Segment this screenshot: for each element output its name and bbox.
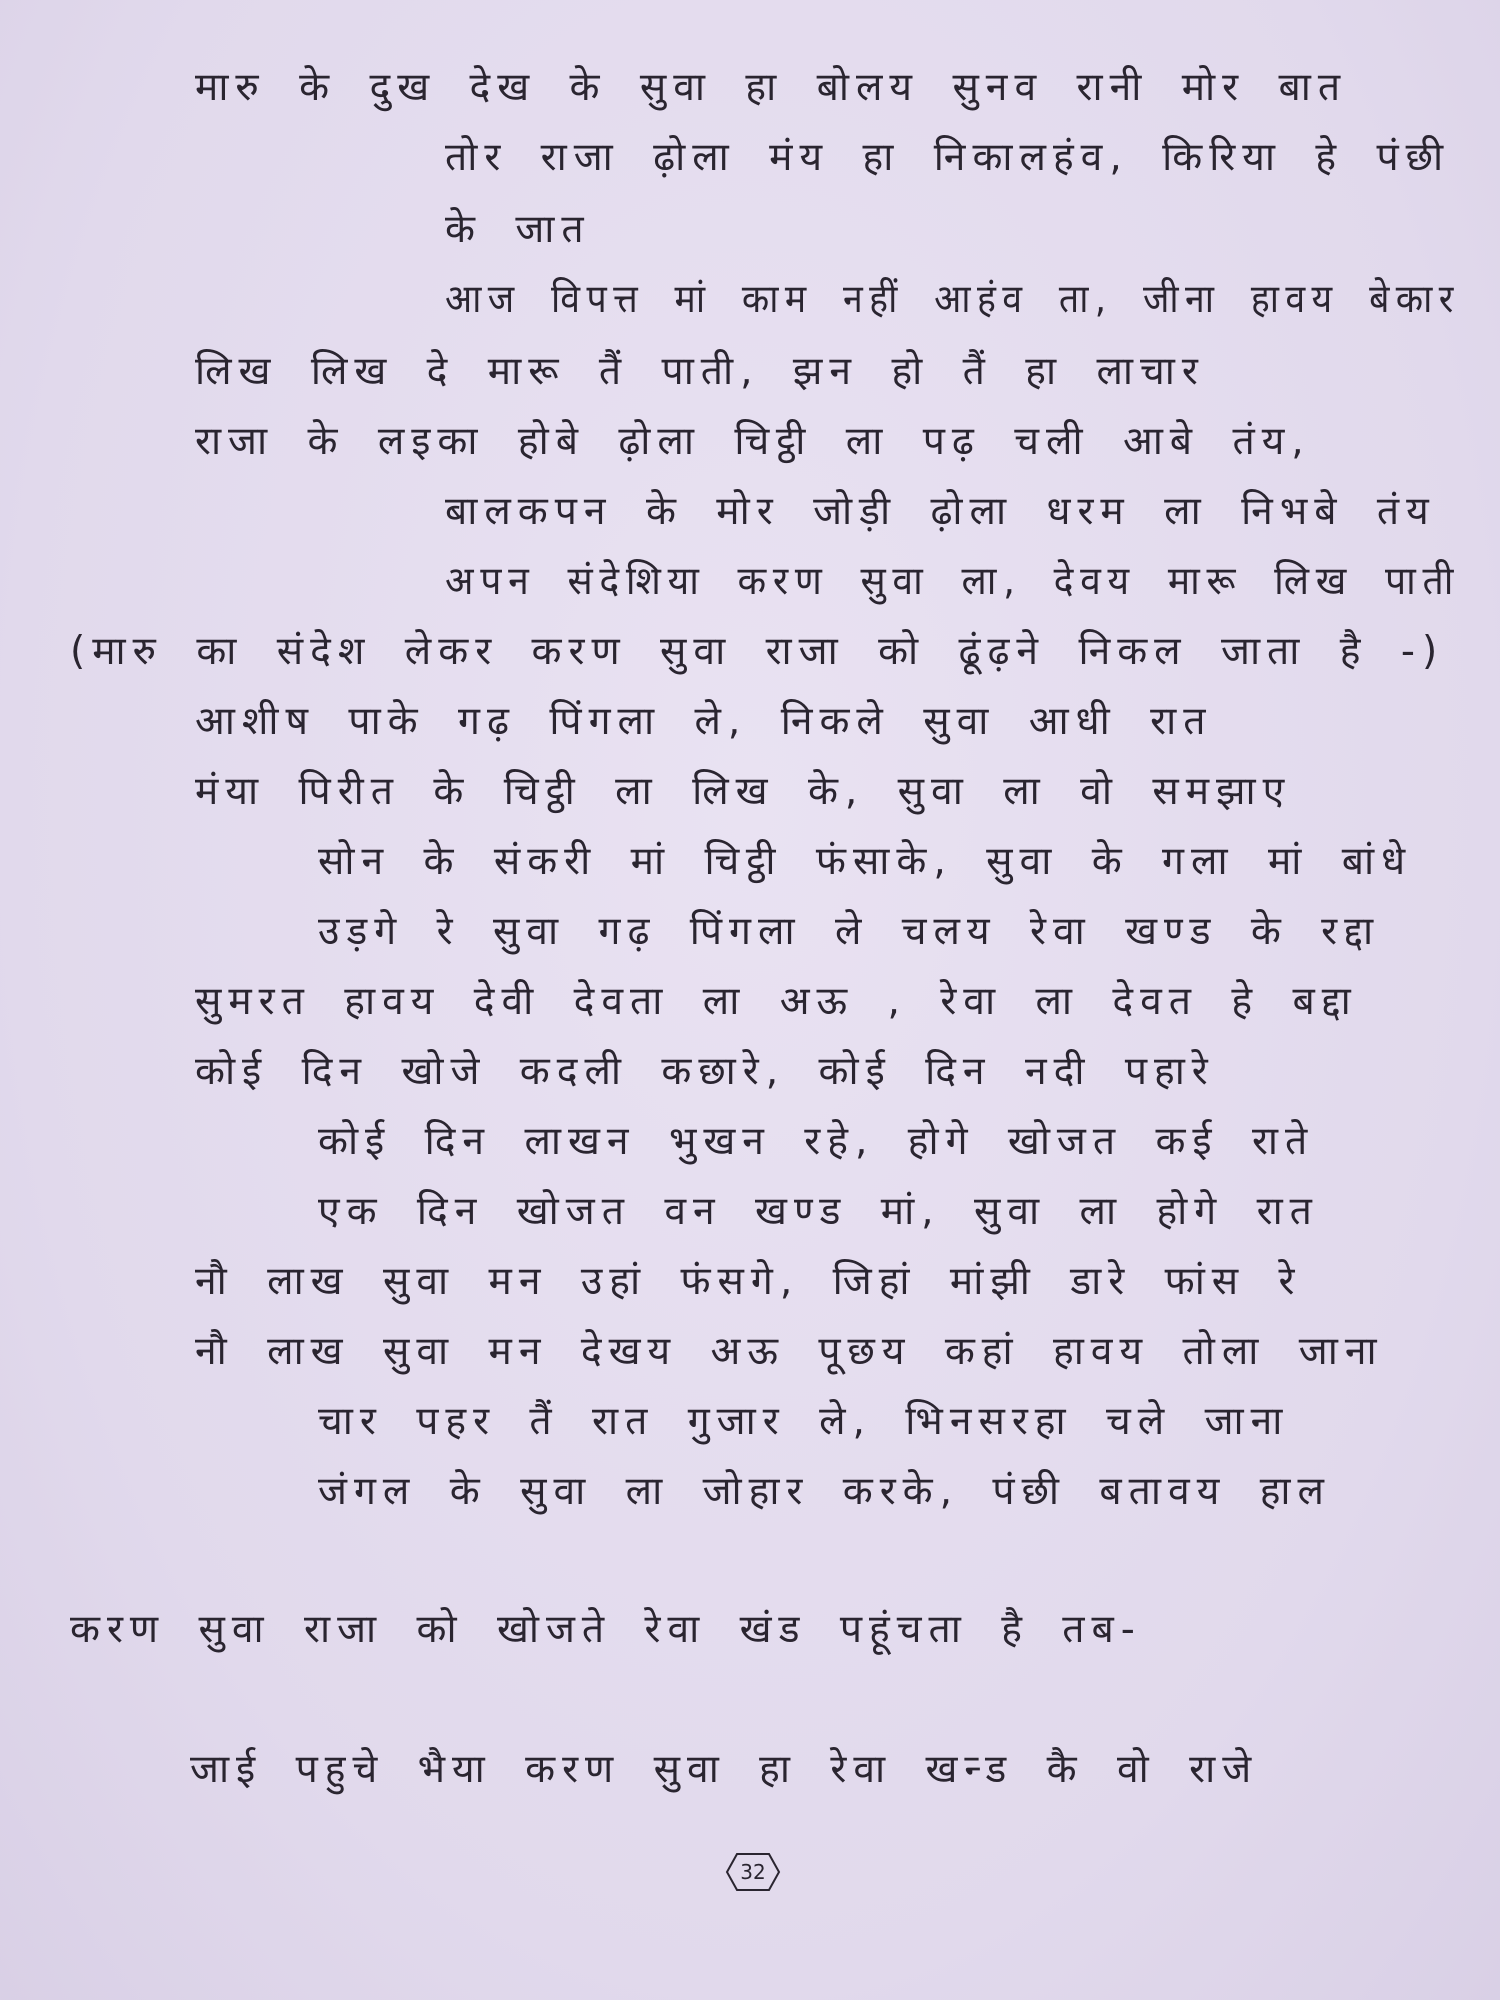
verse-line: सुमरत हावय देवी देवता ला अऊ , रेवा ला देवत हे बद्दा xyxy=(195,979,1358,1024)
verse-line: चार पहर तैं रात गुजार ले, भिनसरहा चले जाना xyxy=(318,1399,1290,1444)
verse-line: लिख लिख दे मारू तैं पाती, झन हो तैं हा लाचार xyxy=(195,349,1205,394)
verse-line: बालकपन के मोर जोड़ी ढ़ोला धरम ला निभबे तंय xyxy=(445,489,1436,534)
verse-line: अपन संदेशिया करण सुवा ला, देवय मारू लिख पाती xyxy=(445,559,1461,604)
verse-line: जाई पहुचे भैया करण सुवा हा रेवा खन्ड कै वो राजे xyxy=(190,1747,1259,1792)
verse-line: नौ लाख सुवा मन देखय अऊ पूछय कहां हावय तोला जाना xyxy=(195,1329,1384,1374)
verse-line: नौ लाख सुवा मन उहां फंसगे, जिहां मांझी डारे फांस रे xyxy=(195,1259,1302,1304)
verse-line: एक दिन खोजत वन खण्ड मां, सुवा ला होगे रात xyxy=(318,1189,1319,1234)
prose-note: (मारु का संदेश लेकर करण सुवा राजा को ढूंढ़ने निकल जाता है -) xyxy=(70,629,1445,674)
verse-line: तोर राजा ढ़ोला मंय हा निकालहंव, किरिया हे पंछी xyxy=(445,135,1451,180)
verse-line: मंया पिरीत के चिट्ठी ला लिख के, सुवा ला वो समझाए xyxy=(195,769,1292,814)
verse-line: के जात xyxy=(445,207,591,252)
verse-line: राजा के लइका होबे ढ़ोला चिट्ठी ला पढ़ चली आबे तंय, xyxy=(195,419,1311,464)
prose-note: करण सुवा राजा को खोजते रेवा खंड पहूंचता है तब- xyxy=(70,1607,1142,1652)
verse-line: सोन के संकरी मां चिट्ठी फंसाके, सुवा के गला मां बांधे xyxy=(318,839,1413,884)
verse-line: आशीष पाके गढ़ पिंगला ले, निकले सुवा आधी रात xyxy=(195,699,1213,744)
verse-line: आज विपत्त मां काम नहीं आहंव ता, जीना हावय बेकार xyxy=(445,277,1460,322)
verse-line: जंगल के सुवा ला जोहार करके, पंछी बतावय हाल xyxy=(318,1469,1331,1514)
page-number-label: 32 xyxy=(740,1860,766,1884)
page-number xyxy=(725,1852,781,1892)
verse-line: कोई दिन खोजे कदली कछारे, कोई दिन नदी पहारे xyxy=(195,1049,1215,1094)
verse-line: मारु के दुख देख के सुवा हा बोलय सुनव रानी मोर बात xyxy=(195,65,1348,110)
verse-line: कोई दिन लाखन भुखन रहे, होगे खोजत कई राते xyxy=(318,1119,1315,1164)
verse-line: उड़गे रे सुवा गढ़ पिंगला ले चलय रेवा खण्ड के रद्दा xyxy=(318,909,1381,954)
